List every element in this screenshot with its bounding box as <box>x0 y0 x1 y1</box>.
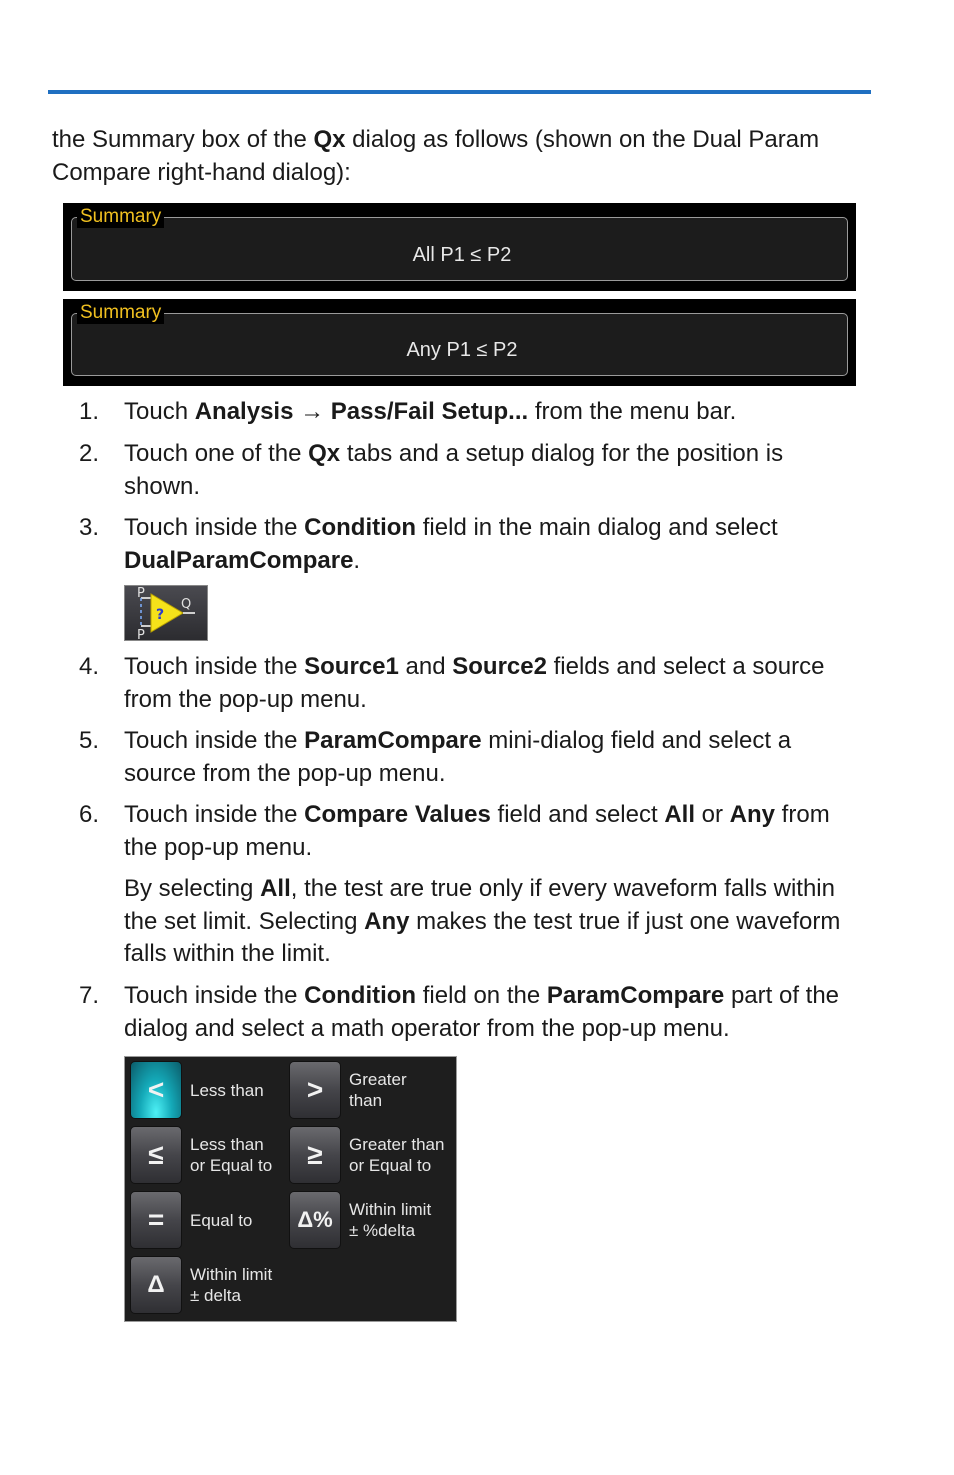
operator-greater-equal[interactable]: ≥ Greater than or Equal to <box>289 1126 449 1184</box>
less-equal-icon[interactable]: ≤ <box>130 1126 182 1184</box>
step-4-text: Touch inside the Source1 and Source2 fields and select a source from the pop-up menu. <box>124 653 825 713</box>
intro-paragraph: the Summary box of the Qx dialog as follows (shown on the Dual Param Compare right-hand dialog): <box>52 126 820 186</box>
step-number: 4. <box>79 653 100 680</box>
math-operator-menu <box>124 1056 457 1322</box>
step-1-text: Touch Analysis → Pass/Fail Setup... from the menu bar. <box>124 398 737 425</box>
operator-less-than[interactable]: < Less than <box>130 1061 282 1119</box>
summary-value: All P1 ≤ P2 <box>412 244 512 266</box>
summary-legend: Summary <box>77 206 164 228</box>
summary-box-any <box>63 299 856 386</box>
greater-than-icon[interactable]: > <box>289 1061 341 1119</box>
step-number: 7. <box>79 982 100 1009</box>
operator-within-percent-delta[interactable]: Δ% Within limit ± %delta <box>289 1191 449 1249</box>
step-6-explanation: By selecting All, the test are true only if every waveform falls within the set limit. Selecting Any makes the test true if just one waveform falls within the limit. <box>124 875 841 967</box>
svg-text:P: P <box>137 628 145 640</box>
step-number: 5. <box>79 727 100 754</box>
summary-legend: Summary <box>77 302 164 324</box>
less-than-icon[interactable]: < <box>130 1061 182 1119</box>
operator-within-delta[interactable]: Δ Within limit ± delta <box>130 1256 282 1314</box>
step-number: 1. <box>79 398 100 425</box>
step-7-text: Touch inside the Condition field on the ParamCompare part of the dialog and select a math operator from the pop-up menu. <box>124 982 840 1042</box>
summary-box-all <box>63 203 856 291</box>
step-2-text: Touch one of the Qx tabs and a setup dialog for the position is shown. <box>124 440 784 500</box>
svg-text:?: ? <box>156 607 165 623</box>
equal-icon[interactable]: = <box>130 1191 182 1249</box>
step-number: 2. <box>79 440 100 467</box>
svg-text:P: P <box>137 586 145 601</box>
step-number: 6. <box>79 801 100 828</box>
step-3-text: Touch inside the Condition field in the main dialog and select DualParamCompare. <box>124 514 778 574</box>
operator-less-equal[interactable]: ≤ Less than or Equal to <box>130 1126 282 1184</box>
summary-value: Any P1 ≤ P2 <box>406 339 518 361</box>
step-number: 3. <box>79 514 100 541</box>
step-6-text: Touch inside the Compare Values field and select All or Any from the pop-up menu. <box>124 801 830 861</box>
step-5-text: Touch inside the ParamCompare mini-dialog field and select a source from the pop-up menu. <box>124 727 792 787</box>
svg-text:Q: Q <box>181 597 192 612</box>
delta-percent-icon[interactable]: Δ% <box>289 1191 341 1249</box>
header-rule <box>48 90 871 94</box>
operator-greater-than[interactable]: > Greater than <box>289 1061 449 1119</box>
dual-param-compare-icon <box>124 585 208 641</box>
greater-equal-icon[interactable]: ≥ <box>289 1126 341 1184</box>
operator-equal[interactable]: = Equal to <box>130 1191 282 1249</box>
delta-icon[interactable]: Δ <box>130 1256 182 1314</box>
